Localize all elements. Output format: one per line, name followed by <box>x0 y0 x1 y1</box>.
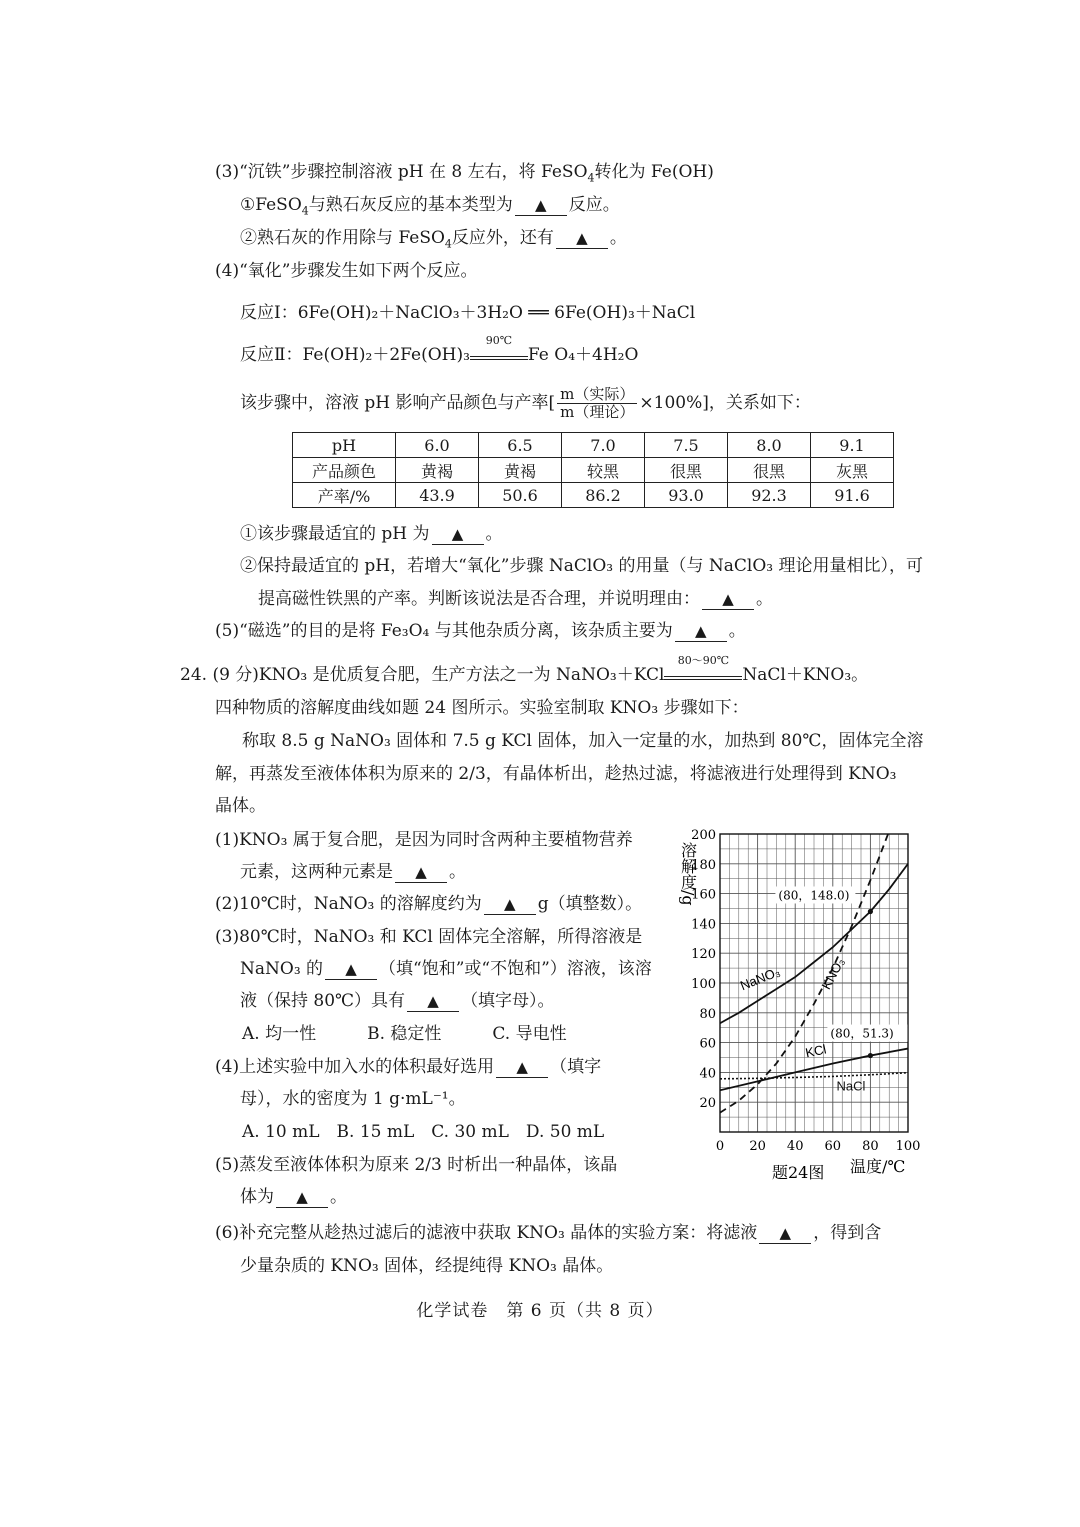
answer-triangle-icon: ▲ <box>345 960 357 978</box>
q24-head-condition <box>664 654 742 680</box>
fraction-numerator: m（实际） <box>557 386 637 404</box>
q24-s6a <box>215 1221 881 1245</box>
q24-heading <box>180 654 869 687</box>
q3-sub2-prefix: ②熟石灰的作用除与 FeSO <box>240 228 445 248</box>
q24-s3c <box>240 989 555 1013</box>
table-cell: 6.0 <box>396 433 479 458</box>
q24-s3c-prefix: 液（保持 80℃）具有 <box>240 991 406 1011</box>
q3-intro: (3)“沉铁”步骤控制溶液 pH 在 8 左右，将 FeSO$_4$转化为 Fe(OH) <box>215 162 714 185</box>
y-tick-label: 20 <box>699 1096 716 1112</box>
q24-s1a: (1)KNO₃ 属于复合肥，是因为同时含两种主要植物营养 <box>215 830 633 850</box>
q24-s5b <box>240 1185 347 1209</box>
x-tick-label: 60 <box>824 1139 842 1154</box>
q5-magnetic-end: 。 <box>728 621 746 641</box>
series-label: NaNO₃ <box>738 963 783 994</box>
q4-sub2-line2-text: 提高磁性铁黑的产率。判断该说法是否合理，并说明理由： <box>258 589 700 609</box>
q3-sub1: ①FeSO$_4$与熟石灰反应的基本类型为 ▲ 反应。 <box>240 195 620 218</box>
q24-proc1: 称取 8.5 g NaNO₃ 固体和 7.5 g KCl 固体，加入一定量的水，加热到 80℃，固体完全溶 <box>242 731 924 751</box>
q4-sub1-text: ①该步骤最适宜的 pH 为 <box>240 524 430 544</box>
q24-s6a-prefix: (6)补充完整从趁热过滤后的滤液中获取 KNO₃ 晶体的实验方案：将滤液 <box>215 1223 758 1243</box>
answer-blank[interactable] <box>515 195 567 216</box>
table-cell: 50.6 <box>479 483 562 508</box>
table-row <box>293 458 894 483</box>
q24-s2-text: (2)10℃时，NaNO₃ 的溶解度约为 <box>215 894 482 914</box>
answer-triangle-icon: ▲ <box>415 863 427 881</box>
table-row <box>293 483 894 508</box>
y-tick-label: 140 <box>691 917 716 933</box>
table-row-header: 产品颜色 <box>293 458 396 483</box>
yield-suffix: ×100%]，关系如下： <box>639 393 811 413</box>
annotation-point <box>868 1053 873 1058</box>
q24-s6a-suffix: ，得到含 <box>813 1223 882 1243</box>
series-label: KNO₃ <box>818 955 848 992</box>
reaction-2-condition <box>470 334 528 360</box>
answer-triangle-icon: ▲ <box>504 895 516 913</box>
q24-line2: 四种物质的溶解度曲线如题 24 图所示。实验室制取 KNO₃ 步骤如下： <box>215 698 749 718</box>
x-tick-label: 40 <box>786 1139 804 1154</box>
q24-s4-options: A. 10 mL B. 15 mL C. 30 mL D. 50 mL <box>242 1122 605 1142</box>
table-row-header: 产率/% <box>293 483 396 508</box>
q24-s5b-end: 。 <box>330 1187 347 1207</box>
y-tick-label: 120 <box>691 947 716 963</box>
q24-s3a: (3)80℃时，NaNO₃ 和 KCl 固体完全溶解，所得溶液是 <box>215 927 643 947</box>
q24-head-suffix: NaCl＋KNO₃。 <box>742 665 869 685</box>
answer-blank[interactable] <box>407 991 459 1012</box>
q24-head-prefix: 24. (9 分)KNO₃ 是优质复合肥，生产方法之一为 NaNO₃＋KCl <box>180 665 665 685</box>
q24-s6b: 少量杂质的 KNO₃ 固体，经提纯得 KNO₃ 晶体。 <box>240 1256 614 1276</box>
q24-s4a <box>215 1055 601 1079</box>
table-cell: 较黑 <box>562 458 645 483</box>
answer-triangle-icon: ▲ <box>722 590 734 608</box>
y-tick-label: 60 <box>699 1036 716 1052</box>
q4-sub2-line2 <box>258 587 773 611</box>
reaction-1: 反应Ⅰ：6Fe(OH)₂＋NaClO₃＋3H₂O ══ 6Fe(OH)₃＋NaCl <box>240 303 696 323</box>
table-cell: 很黑 <box>728 458 811 483</box>
x-tick-label: 20 <box>749 1139 766 1154</box>
q3-sub1-prefix: ①FeSO <box>240 195 302 215</box>
annotation-label: (80，148.0) <box>778 888 850 903</box>
q3-sub2: ②熟石灰的作用除与 FeSO$_4$反应外，还有 ▲ 。 <box>240 228 627 251</box>
q5-magnetic <box>215 619 746 643</box>
q24-s1b <box>240 860 466 884</box>
q24-s3-options: A. 均一性 B. 稳定性 C. 导电性 <box>242 1024 567 1044</box>
answer-triangle-icon: ▲ <box>694 622 707 640</box>
table-cell: 黄褐 <box>396 458 479 483</box>
table-cell: 黄褐 <box>479 458 562 483</box>
answer-blank[interactable] <box>276 1187 328 1208</box>
answer-triangle-icon: ▲ <box>534 196 547 214</box>
table-cell: 7.5 <box>645 433 728 458</box>
q24-proc2: 解，再蒸发至液体体积为原来的 2/3，有晶体析出，趁热过滤，将滤液进行处理得到 KNO₃ <box>215 764 897 784</box>
ph-table <box>292 432 894 508</box>
q3-sub1-suffix: 反应。 <box>568 195 620 215</box>
table-cell: 7.0 <box>562 433 645 458</box>
answer-blank[interactable] <box>432 524 484 545</box>
annotation-label: (80，51.3) <box>830 1026 894 1041</box>
q3-sub2-end: 。 <box>609 228 627 248</box>
q4-intro: (4)“氧化”步骤发生如下两个反应。 <box>215 261 478 281</box>
series-label: NaCl <box>836 1078 866 1094</box>
q4-sub2-end: 。 <box>756 589 773 609</box>
y-tick-label: 80 <box>699 1006 716 1022</box>
q24-s3c-suffix: （填字母）。 <box>461 991 555 1011</box>
y-tick-label: 180 <box>691 857 716 873</box>
q5-magnetic-text: (5)“磁选”的目的是将 Fe₃O₄ 与其他杂质分离，该杂质主要为 <box>215 621 673 641</box>
reaction-2-cond-text: 90℃ <box>485 334 513 347</box>
answer-blank[interactable] <box>325 959 377 980</box>
q24-s4b: 母），水的密度为 1 g·mL⁻¹。 <box>240 1089 466 1109</box>
table-cell: 86.2 <box>562 483 645 508</box>
table-cell: 灰黑 <box>811 458 894 483</box>
q24-proc3: 晶体。 <box>215 796 266 816</box>
q24-s1b-end: 。 <box>449 862 466 882</box>
table-cell: 8.0 <box>728 433 811 458</box>
table-cell: 92.3 <box>728 483 811 508</box>
q24-s3b-suffix: （填“饱和”或“不饱和”）溶液，该溶 <box>379 959 652 979</box>
q3-intro-prefix: (3)“沉铁”步骤控制溶液 pH 在 8 左右，将 FeSO <box>215 162 588 182</box>
x-tick-label: 80 <box>862 1139 879 1154</box>
x-axis-label: 温度/℃ <box>850 1157 906 1176</box>
table-cell: 93.0 <box>645 483 728 508</box>
y-tick-label: 160 <box>691 887 716 903</box>
table-row <box>293 433 894 458</box>
fraction-denominator: m（理论） <box>560 403 635 421</box>
reaction-2-right: Fe O₄＋4H₂O <box>527 345 639 365</box>
answer-triangle-icon: ▲ <box>451 525 464 543</box>
x-tick-label: 100 <box>895 1139 921 1154</box>
chart-title: 题24图 <box>772 1163 825 1182</box>
y-tick-label: 40 <box>699 1066 716 1082</box>
q4-sub1-end: 。 <box>485 524 503 544</box>
answer-triangle-icon: ▲ <box>296 1188 308 1206</box>
yield-fraction <box>557 386 637 421</box>
reaction-2 <box>240 334 639 367</box>
y-axis-label: 溶解度/g <box>678 842 698 906</box>
q24-s1b-text: 元素，这两种元素是 <box>240 862 393 882</box>
answer-blank[interactable] <box>675 621 727 642</box>
table-cell: 43.9 <box>396 483 479 508</box>
q24-head-cond-text: 80～90℃ <box>677 654 730 667</box>
q24-s2-end: g（填整数）。 <box>537 894 643 914</box>
annotation-point <box>868 909 873 914</box>
q24-s2 <box>215 892 642 916</box>
q4-sub1 <box>240 522 503 546</box>
reaction-2-left: 反应Ⅱ：Fe(OH)₂＋2Fe(OH)₃ <box>240 345 470 365</box>
series-label: KCl <box>803 1041 828 1061</box>
q3-sub1-mid: 与熟石灰反应的基本类型为 <box>308 195 513 215</box>
q24-s5a: (5)蒸发至液体体积为原来 2/3 时析出一种晶体，该晶 <box>215 1155 618 1175</box>
table-cell: 很黑 <box>645 458 728 483</box>
table-row-header: pH <box>293 433 396 458</box>
answer-triangle-icon: ▲ <box>516 1058 528 1076</box>
yield-formula-line <box>240 386 811 421</box>
yield-prefix: 该步骤中，溶液 pH 影响产品颜色与产率[ <box>240 393 556 413</box>
x-tick-label: 0 <box>715 1139 725 1154</box>
solubility-chart <box>672 822 942 1192</box>
q3-intro-suffix: 转化为 Fe(OH) <box>594 162 714 182</box>
answer-blank[interactable] <box>496 1057 548 1078</box>
page-footer: 化学试卷 第 6 页（共 8 页） <box>416 1301 664 1321</box>
q24-s3b-prefix: NaNO₃ 的 <box>240 959 324 979</box>
q24-s5b-text: 体为 <box>240 1187 274 1207</box>
q24-s3b <box>240 957 652 981</box>
q24-s4a-suffix: （填字 <box>550 1057 602 1077</box>
answer-triangle-icon: ▲ <box>576 229 588 247</box>
y-tick-label: 100 <box>691 977 716 992</box>
table-cell: 91.6 <box>811 483 894 508</box>
table-cell: 6.5 <box>479 433 562 458</box>
q24-s4a-prefix: (4)上述实验中加入水的体积最好选用 <box>215 1057 495 1077</box>
answer-triangle-icon: ▲ <box>779 1224 791 1242</box>
q3-sub2-suffix: 反应外，还有 <box>451 228 554 248</box>
answer-blank[interactable] <box>759 1223 811 1244</box>
answer-blank[interactable] <box>556 228 608 249</box>
answer-triangle-icon: ▲ <box>427 992 439 1010</box>
q4-sub2-line1: ②保持最适宜的 pH，若增大“氧化”步骤 NaClO₃ 的用量（与 NaClO₃ 理论用量相比），可 <box>240 556 924 576</box>
y-tick-label: 200 <box>691 828 716 843</box>
answer-blank[interactable] <box>702 589 754 610</box>
answer-blank[interactable] <box>484 894 536 915</box>
table-cell: 9.1 <box>811 433 894 458</box>
answer-blank[interactable] <box>395 862 447 883</box>
